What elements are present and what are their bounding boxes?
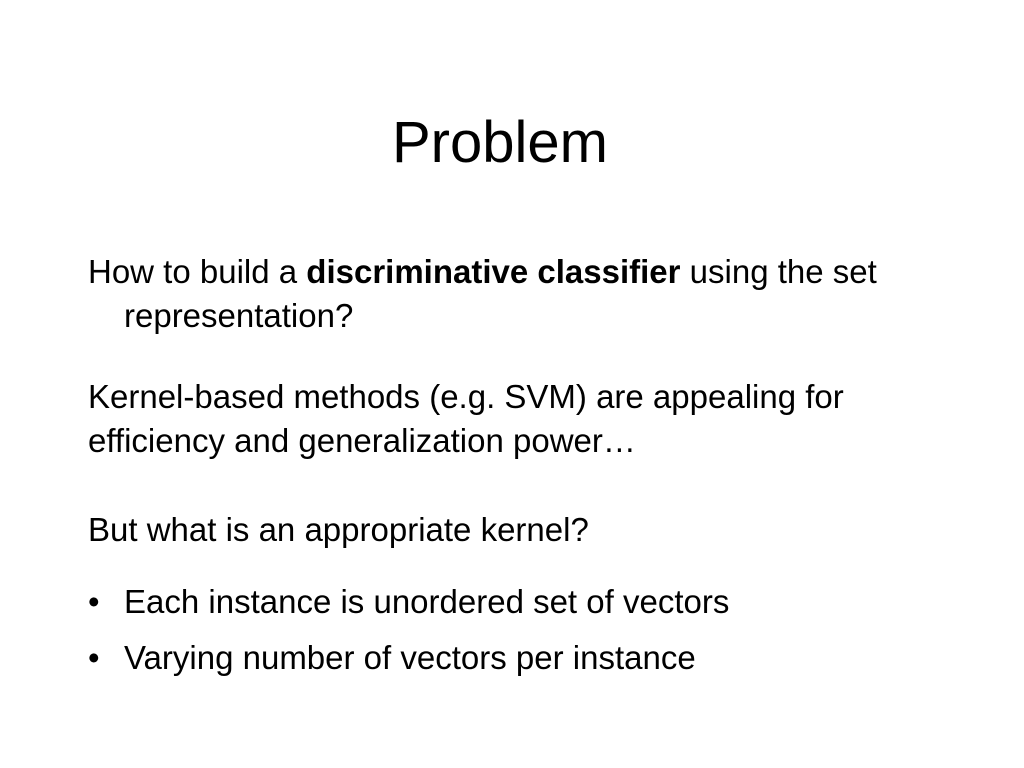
bullet-icon: • (88, 583, 100, 620)
list-item (88, 580, 968, 624)
question-paragraph (88, 250, 1004, 338)
list-item (88, 636, 968, 680)
kernel-methods-paragraph: Kernel-based methods (e.g. SVM) are appealing for efficiency and generalization power… (88, 378, 844, 459)
bullet-list (88, 580, 968, 692)
question-text-start: How to build a (88, 253, 307, 290)
list-item-text: Varying number of vectors per instance (124, 639, 696, 676)
kernel-question-paragraph: But what is an appropriate kernel? (88, 511, 589, 548)
list-item-text: Each instance is unordered set of vectors (124, 583, 730, 620)
emphasized-term: discriminative classifier (306, 253, 681, 290)
question-text-end: using the set representation? (124, 253, 877, 334)
slide-title: Problem (392, 110, 608, 175)
bullet-icon: • (88, 639, 100, 676)
